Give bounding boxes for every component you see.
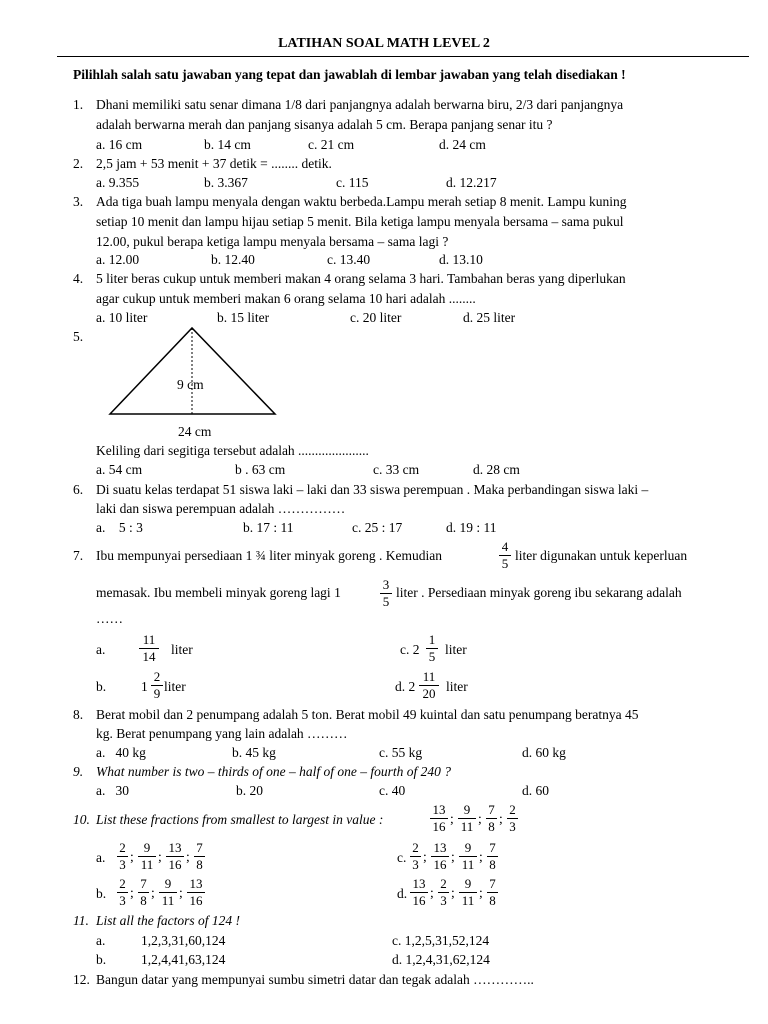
q9-option-c: c. 40 xyxy=(379,783,406,798)
q7-text-line2a: memasak. Ibu membeli minyak goreng lagi 1 xyxy=(96,585,341,600)
q6-option-c: c. 25 : 17 xyxy=(352,520,403,535)
q4-option-a: a. 10 liter xyxy=(96,310,148,325)
fraction-separator: ; xyxy=(423,849,427,864)
q10-option-a-fraction xyxy=(138,841,156,871)
denominator: 8 xyxy=(196,857,203,872)
q11-number: 11. xyxy=(73,913,89,928)
numerator: 13 xyxy=(432,802,446,817)
q11-option-a-label: a. xyxy=(96,933,106,948)
numerator: 13 xyxy=(168,840,182,855)
q11-option-b: 1,2,4,41,63,124 xyxy=(141,952,226,967)
q7-option-d-denominator: 20 xyxy=(422,686,436,701)
q11-text-line1: List all the factors of 124 ! xyxy=(96,913,241,928)
q7-option-b-fraction xyxy=(151,670,163,700)
q7-option-b-numerator: 2 xyxy=(153,669,161,684)
denominator: 16 xyxy=(433,857,447,872)
q3-number: 3. xyxy=(73,194,84,209)
q2-number: 2. xyxy=(73,156,84,171)
q7-option-c-numerator: 1 xyxy=(428,632,436,647)
denominator: 3 xyxy=(509,819,516,834)
fraction-separator: ; xyxy=(451,885,455,900)
numerator: 13 xyxy=(189,876,203,891)
denominator: 3 xyxy=(119,893,126,908)
q10-option-c-fraction xyxy=(431,841,449,871)
q5-option-a: a. 54 cm xyxy=(96,462,143,477)
fraction-separator: ; xyxy=(130,885,134,900)
q10-option-c-fraction xyxy=(410,841,421,871)
q7-option-a-denominator: 14 xyxy=(142,649,156,664)
denominator: 11 xyxy=(461,857,475,872)
q9-option-b: b. 20 xyxy=(236,783,263,798)
fraction-separator: ; xyxy=(430,885,434,900)
q2-option-a: a. 9.355 xyxy=(96,175,140,190)
denominator: 8 xyxy=(489,857,496,872)
q7-option-c-denominator: 5 xyxy=(428,649,436,664)
numerator: 9 xyxy=(464,840,472,855)
fraction-separator: ; xyxy=(499,811,503,826)
q1-option-b: b. 14 cm xyxy=(204,137,251,152)
q9-option-d: d. 60 xyxy=(522,783,549,798)
numerator: 7 xyxy=(489,840,496,855)
q6-number: 6. xyxy=(73,482,84,497)
triangle-figure xyxy=(100,322,290,422)
q7-frac1-denominator: 5 xyxy=(501,556,509,571)
q8-number: 8. xyxy=(73,707,84,722)
q4-number: 4. xyxy=(73,271,84,286)
denominator: 3 xyxy=(119,857,126,872)
q7-option-c-unit: liter xyxy=(445,642,467,657)
q6-option-a: a. 5 : 3 xyxy=(96,520,143,535)
q10-option-b-fraction xyxy=(159,877,177,907)
numerator: 2 xyxy=(119,840,126,855)
q8-option-a: a. 40 kg xyxy=(96,745,146,760)
denominator: 3 xyxy=(412,857,419,872)
denominator: 3 xyxy=(440,893,447,908)
q7-fraction-3-5 xyxy=(380,578,392,608)
numerator: 2 xyxy=(440,876,447,891)
q7-option-b-label: b. xyxy=(96,679,107,694)
q7-fraction-4-5 xyxy=(499,540,511,570)
denominator: 11 xyxy=(161,893,175,908)
q1-text-line2: adalah berwarna merah dan panjang sisanya adalah 5 cm. Berapa panjang senar itu ? xyxy=(96,117,553,132)
q7-option-d-unit: liter xyxy=(446,679,468,694)
numerator: 2 xyxy=(412,840,419,855)
q9-option-a: a. 30 xyxy=(96,783,129,798)
q10-option-c-fraction xyxy=(487,841,498,871)
q12-text-line1: Bangun datar yang mempunyai sumbu simetri datar dan tegak adalah ………….. xyxy=(96,972,534,987)
q11-option-a: 1,2,3,31,60,124 xyxy=(141,933,226,948)
numerator: 7 xyxy=(140,876,147,891)
fraction-separator: ; xyxy=(158,849,162,864)
q10-option-d-label: d. xyxy=(397,886,408,901)
q3-option-d: d. 13.10 xyxy=(439,252,483,267)
q10-number: 10. xyxy=(73,812,90,827)
q4-option-b: b. 15 liter xyxy=(217,310,270,325)
q10-question-fraction xyxy=(507,803,518,833)
fraction-separator: ; xyxy=(478,811,482,826)
q2-text-line1: 2,5 jam + 53 menit + 37 detik = ........ detik. xyxy=(96,156,332,171)
numerator: 7 xyxy=(488,802,495,817)
q2-option-d: d. 12.217 xyxy=(446,175,497,190)
denominator: 11 xyxy=(140,857,154,872)
denominator: 16 xyxy=(432,819,446,834)
q10-option-d-fraction xyxy=(459,877,477,907)
q7-option-d-fraction xyxy=(419,670,439,700)
denominator: 16 xyxy=(412,893,426,908)
triangle-height-label: 9 cm xyxy=(177,377,204,392)
q7-frac2-denominator: 5 xyxy=(382,594,390,609)
q7-text-line1b: liter digunakan untuk keperluan xyxy=(515,548,688,563)
q8-text-line1: Berat mobil dan 2 penumpang adalah 5 ton. Berat mobil 49 kuintal dan satu penumpang beratnya 45 xyxy=(96,707,639,722)
q6-text-line1: Di suatu kelas terdapat 51 siswa laki – laki dan 33 siswa perempuan . Maka perbandingan siswa laki – xyxy=(96,482,649,497)
q10-option-c-fraction xyxy=(459,841,477,871)
fraction-separator: ; xyxy=(479,849,483,864)
q4-option-c: c. 20 liter xyxy=(350,310,402,325)
denominator: 16 xyxy=(168,857,182,872)
q10-question-fraction xyxy=(486,803,497,833)
q10-question-fraction xyxy=(430,803,448,833)
q10-option-b-fraction xyxy=(138,877,149,907)
q8-option-d: d. 60 kg xyxy=(522,745,566,760)
denominator: 8 xyxy=(140,893,147,908)
page-title: LATIHAN SOAL MATH LEVEL 2 xyxy=(278,36,490,51)
q2-option-b: b. 3.367 xyxy=(204,175,248,190)
numerator: 2 xyxy=(119,876,126,891)
numerator: 2 xyxy=(509,802,516,817)
q5-number: 5. xyxy=(73,329,84,344)
q1-option-d: d. 24 cm xyxy=(439,137,486,152)
q6-option-d: d. 19 : 11 xyxy=(446,520,497,535)
fraction-separator: ; xyxy=(479,885,483,900)
denominator: 11 xyxy=(461,893,475,908)
fraction-separator: ; xyxy=(186,849,190,864)
fraction-separator: ; xyxy=(450,811,454,826)
q10-option-a-fraction xyxy=(166,841,184,871)
q11-option-c: c. 1,2,5,31,52,124 xyxy=(392,933,490,948)
q8-option-c: c. 55 kg xyxy=(379,745,423,760)
q12-number: 12. xyxy=(73,972,90,987)
denominator: 8 xyxy=(488,819,495,834)
q5-option-c: c. 33 cm xyxy=(373,462,420,477)
q4-text-line2: agar cukup untuk memberi makan 6 orang selama 10 hari adalah ........ xyxy=(96,291,476,306)
q10-option-a-fraction xyxy=(117,841,128,871)
q8-option-b: b. 45 kg xyxy=(232,745,276,760)
instruction: Pilihlah salah satu jawaban yang tepat dan jawablah di lembar jawaban yang telah disediakan ! xyxy=(73,67,626,82)
q7-option-c-label: c. 2 xyxy=(400,642,420,657)
numerator: 9 xyxy=(143,840,151,855)
q1-option-a: a. 16 cm xyxy=(96,137,143,152)
numerator: 13 xyxy=(412,876,426,891)
numerator: 7 xyxy=(196,840,203,855)
q5-text-line1: Keliling dari segitiga tersebut adalah ..................... xyxy=(96,443,369,458)
q11-option-d: d. 1,2,4,31,62,124 xyxy=(392,952,490,967)
q2-option-c: c. 115 xyxy=(336,175,369,190)
q10-option-b-fraction xyxy=(187,877,205,907)
q7-option-b-denominator: 9 xyxy=(153,686,161,701)
q10-option-b-fraction xyxy=(117,877,128,907)
q7-text-line2b: liter . Persediaan minyak goreng ibu sekarang adalah xyxy=(396,585,682,600)
q10-option-b-label: b. xyxy=(96,886,107,901)
numerator: 9 xyxy=(464,876,472,891)
q7-number: 7. xyxy=(73,548,84,563)
q3-option-c: c. 13.40 xyxy=(327,252,371,267)
numerator: 7 xyxy=(489,876,496,891)
q1-option-c: c. 21 cm xyxy=(308,137,355,152)
q7-option-a-unit: liter xyxy=(171,642,193,657)
q9-number: 9. xyxy=(73,764,84,779)
q7-option-b-unit: liter xyxy=(164,679,186,694)
triangle-base-label: 24 cm xyxy=(178,424,212,439)
q4-option-d: d. 25 liter xyxy=(463,310,516,325)
fraction-separator: ; xyxy=(451,849,455,864)
fraction-separator: ; xyxy=(151,885,155,900)
q7-option-a-numerator: 11 xyxy=(142,632,156,647)
q7-frac2-numerator: 3 xyxy=(382,577,390,592)
numerator: 9 xyxy=(463,802,471,817)
numerator: 9 xyxy=(164,876,172,891)
q11-option-b-label: b. xyxy=(96,952,107,967)
q10-option-d-fraction xyxy=(487,877,498,907)
q9-text-line1: What number is two – thirds of one – half of one – fourth of 240 ? xyxy=(96,764,452,779)
q3-text-line3: 12.00, pukul berapa ketiga lampu menyala bersama – sama lagi ? xyxy=(96,234,449,249)
q3-text-line2: setiap 10 menit dan lampu hijau setiap 5 menit. Bila ketiga lampu menyala bersama – sama pukul xyxy=(96,214,624,229)
fraction-separator: ; xyxy=(179,885,183,900)
q5-option-b: b . 63 cm xyxy=(235,462,286,477)
fraction-separator: ; xyxy=(130,849,134,864)
q7-text-line3: …… xyxy=(96,611,123,626)
q4-text-line1: 5 liter beras cukup untuk memberi makan 4 orang selama 3 hari. Tambahan beras yang diperlukan xyxy=(96,271,626,286)
q10-option-a-label: a. xyxy=(96,850,106,865)
q3-option-b: b. 12.40 xyxy=(211,252,255,267)
q7-frac1-numerator: 4 xyxy=(501,539,509,554)
q10-option-a-fraction xyxy=(194,841,205,871)
q10-text-line1: List these fractions from smallest to largest in value : xyxy=(96,812,384,827)
q1-text-line1: Dhani memiliki satu senar dimana 1/8 dari panjangnya adalah berwarna biru, 2/3 dari panjangnya xyxy=(96,97,624,112)
q8-text-line2: kg. Berat penumpang yang lain adalah ……… xyxy=(96,726,348,741)
q7-option-a-label: a. xyxy=(96,642,106,657)
denominator: 11 xyxy=(460,819,474,834)
denominator: 16 xyxy=(189,893,203,908)
q7-option-c-fraction xyxy=(426,633,438,663)
q3-text-line1: Ada tiga buah lampu menyala dengan waktu berbeda.Lampu merah setiap 8 menit. Lampu kuning xyxy=(96,194,627,209)
q7-option-d-label: d. 2 xyxy=(395,679,416,694)
q7-option-b-whole: 1 xyxy=(141,679,148,694)
q5-option-d: d. 28 cm xyxy=(473,462,520,477)
q10-question-fraction xyxy=(458,803,476,833)
title-divider xyxy=(57,56,749,57)
q3-option-a: a. 12.00 xyxy=(96,252,140,267)
q6-option-b: b. 17 : 11 xyxy=(243,520,294,535)
q10-option-c-label: c. xyxy=(397,850,407,865)
q1-number: 1. xyxy=(73,97,84,112)
denominator: 8 xyxy=(489,893,496,908)
numerator: 13 xyxy=(433,840,447,855)
q10-option-d-fraction xyxy=(410,877,428,907)
q7-option-d-numerator: 11 xyxy=(422,669,436,684)
q7-text-line1a: Ibu mempunyai persediaan 1 ¾ liter minyak goreng . Kemudian xyxy=(96,548,443,563)
q7-option-a-fraction xyxy=(139,633,159,663)
q6-text-line2: laki dan siswa perempuan adalah …………… xyxy=(96,501,346,516)
q10-option-d-fraction xyxy=(438,877,449,907)
